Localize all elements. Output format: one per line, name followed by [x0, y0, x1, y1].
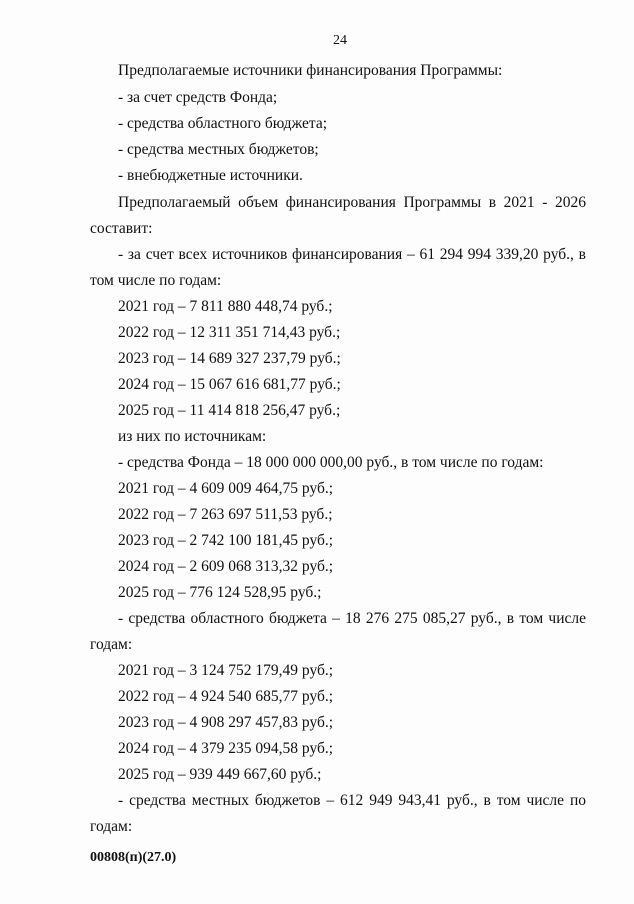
text-line-regional-2023: 2023 год – 4 908 297 457,83 руб.; — [118, 714, 334, 731]
text-line-local-budget-source: - средства местных бюджетов; — [118, 141, 319, 158]
text-line-total-2021: 2021 год – 7 811 880 448,74 руб.; — [118, 298, 333, 315]
text-line-fund-source: - за счет средств Фонда; — [118, 89, 278, 106]
text-line-fund-2025: 2025 год – 776 124 528,95 руб.; — [118, 584, 322, 601]
text-line-regional-2024: 2024 год – 4 379 235 094,58 руб.; — [118, 740, 334, 757]
text-line-by-years: том числе по годам: — [90, 272, 222, 289]
text-line-fund-2022: 2022 год – 7 263 697 511,53 руб.; — [118, 506, 333, 523]
text-line-local-years: годам: — [90, 818, 133, 835]
text-line-regional-2025: 2025 год – 939 449 667,60 руб.; — [118, 766, 322, 783]
text-line-funding-sources-heading: Предполагаемые источники финансирования Программы: — [118, 62, 503, 79]
text-line-extrabudgetary-source: - внебюджетные источники. — [118, 167, 303, 184]
text-line-local-budget-total: - средства местных бюджетов – 612 949 943,41 руб., в том числе по — [118, 792, 586, 809]
footer-document-code: 00808(п)(27.0) — [90, 850, 177, 865]
text-line-fund-2023: 2023 год – 2 742 100 181,45 руб.; — [118, 532, 334, 549]
text-line-volume-heading: Предполагаемый объем финансирования Программы в 2021 - 2026 — [118, 194, 586, 211]
text-line-fund-2024: 2024 год – 2 609 068 313,32 руб.; — [118, 558, 334, 575]
text-line-regional-2022: 2022 год – 4 924 540 685,77 руб.; — [118, 688, 334, 705]
text-line-fund-2021: 2021 год – 4 609 009 464,75 руб.; — [118, 480, 334, 497]
text-line-regional-2021: 2021 год – 3 124 752 179,49 руб.; — [118, 662, 334, 679]
text-line-regional-years: годам: — [90, 636, 133, 653]
text-line-regional-budget-source: - средства областного бюджета; — [118, 115, 328, 132]
text-line-total-2023: 2023 год – 14 689 327 237,79 руб.; — [118, 350, 341, 367]
text-line-total-2024: 2024 год – 15 067 616 681,77 руб.; — [118, 376, 341, 393]
text-line-volume-continuation: составит: — [90, 220, 153, 237]
text-line-by-sources: из них по источникам: — [118, 428, 267, 445]
page-number: 24 — [333, 33, 347, 48]
text-line-total-2022: 2022 год – 12 311 351 714,43 руб.; — [118, 324, 341, 341]
text-line-regional-budget-total: - средства областного бюджета – 18 276 275 085,27 руб., в том числе — [118, 610, 586, 627]
text-line-all-sources-total: - за счет всех источников финансирования – 61 294 994 339,20 руб., в — [118, 246, 586, 263]
text-line-total-2025: 2025 год – 11 414 818 256,47 руб.; — [118, 402, 341, 419]
text-line-fund-total: - средства Фонда – 18 000 000 000,00 руб., в том числе по годам: — [118, 454, 544, 471]
